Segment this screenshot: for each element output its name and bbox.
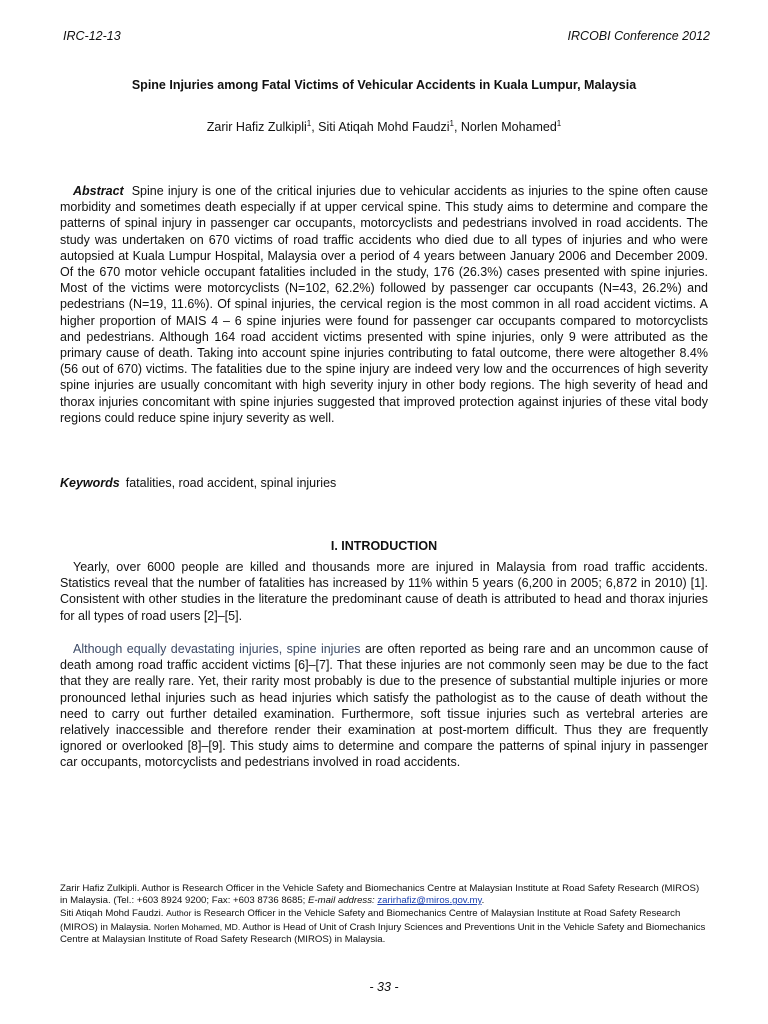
author-name: Siti Atiqah Mohd Faudzi <box>318 120 450 134</box>
author-name: Norlen Mohamed <box>460 120 557 134</box>
email-label: E-mail address: <box>308 895 375 907</box>
introduction-paragraph-2 <box>60 641 708 771</box>
author-name: Zarir Hafiz Zulkipli <box>206 120 307 134</box>
author-affiliation: 1 <box>306 118 312 128</box>
author-footnote <box>60 883 708 946</box>
footnote-text: is Research Officer in the Vehicle Safety and Biomechanics Centre of Malaysian Institute at Road Safety Research (MIROS) in Malaysia. <box>60 908 681 933</box>
footnote-author-1 <box>60 883 708 907</box>
introduction-paragraph-2-text: are often reported as being rare and an uncommon cause of death among road traffic accident victims [6]–[7]. That these injuries are not commonly seen may be due to the fact that they are really rare. Yet, their rarity most probably is due to the presence of substantial multiple injuries or more pronounced lethal injuries such as head injuries which satisfy the pathologist as to the cause of death without the need to carry out further detailed examination. Furthermore, soft tissue injuries such as vertebral arteries are relatively inaccessible and therefore render their examination at post-mortem difficult. Thus they are frequently ignored or overlooked [8]–[9]. This study aims to determine and compare the patterns of spinal injury in passenger car occupants, motorcyclists and pedestrians involved in road accidents. <box>60 642 709 770</box>
author-affiliation: 1 <box>449 118 454 128</box>
footnote-author-2-3 <box>60 907 708 946</box>
footnote-text: Siti Atiqah Mohd Faudzi. <box>60 908 167 920</box>
keywords <box>60 475 708 491</box>
footnote-text: Zarir Hafiz Zulkipli. Author is Research Officer in the Vehicle Safety and Biomechanics Centre at Malaysian Institute at Road Safety Research (MIROS) in Malaysia. (Tel.: +603 8924 9200; Fax: +603 8736 8685; <box>60 883 700 907</box>
author-separator: , <box>311 120 319 134</box>
footnote-text: Author is Head of Unit of Crash Injury Sciences and Preventions Unit in the Vehicle Safety and Biomechanics Centre at Malaysian Institute of Road Safety Research (MIROS) in Malaysia. <box>60 921 706 945</box>
running-header-id: IRC-12-13 <box>63 29 121 43</box>
author-separator: , <box>453 120 461 134</box>
abstract-label: Abstract <box>73 184 124 198</box>
paper-title: Spine Injuries among Fatal Victims of Vehicular Accidents in Kuala Lumpur, Malaysia <box>131 78 637 92</box>
keywords-label: Keywords <box>60 476 120 490</box>
section-heading-introduction: I. INTRODUCTION <box>330 539 438 553</box>
footnote-text: Author <box>166 908 192 919</box>
running-header-conference: IRCOBI Conference 2012 <box>567 29 710 43</box>
keywords-text: fatalities, road accident, spinal injuries <box>125 476 337 490</box>
author-affiliation: 1 <box>556 118 562 128</box>
abstract <box>60 183 708 426</box>
footnote-text: Norlen Mohamed, MD. <box>153 921 241 932</box>
page-number: - 33 - <box>369 980 399 994</box>
introduction-paragraph-2-lead: Although equally devastating injuries, spine injuries <box>73 642 361 656</box>
abstract-text: Spine injury is one of the critical injuries due to vehicular accidents as injuries to the spine often cause morbidity and sometimes death especially if at upper cervical spine. This study aims to determine and compare the patterns of spinal injury in passenger car occupants, motorcyclists and pedestrians involved in road accidents. The study was undertaken on 670 victims of road traffic accidents who died due to all types of injuries and who were autopsied at Kuala Lumpur Hospital, Malaysia over a period of 4 years between January 2006 and December 2009. Of the 670 motor vehicle occupant fatalities included in the study, 176 (26.3%) cases presented with spine injuries. Most of the victims were motorcyclists (N=102, 62.2%) followed by passenger car occupants (N=43, 26.2%) and pedestrians (N=19, 11.6%). Of spinal injuries, the cervical region is the most common in all road accident victims. A higher proportion of MAIS 4 – 6 spine injuries were found for passenger car occupants compared to motorcyclists and pedestrians. Although 164 road accident victims presented with spine injuries, only 9 were attributed as the primary cause of death. Taking into account spine injuries contributing to fatal outcome, there were altogether 8.4% (56 out of 670) victims. The fatalities due to the spine injury are indeed very low and the occurrences of high severity spine injuries are usually concomitant with high severity injury in other body regions. The high severity of head and thorax injuries concomitant with spine injuries suggested that improved protection against injuries of these vital body regions could reduce spine injury severity as well. <box>60 184 708 425</box>
author-list <box>60 120 708 134</box>
email-link[interactable]: zarirhafiz@miros.gov.my <box>377 895 482 907</box>
footnote-text: . <box>481 895 485 907</box>
introduction-paragraph-1: Yearly, over 6000 people are killed and thousands more are injured in Malaysia from road traffic accidents. Statistics reveal that the number of fatalities has increased by 11% within 5 years (6,200 in 2005; 6,872 in 2010) [1]. Consistent with other studies in the literature the predominant cause of death is attributed to head and thorax injuries for all types of road users [2]–[5]. <box>60 560 708 623</box>
